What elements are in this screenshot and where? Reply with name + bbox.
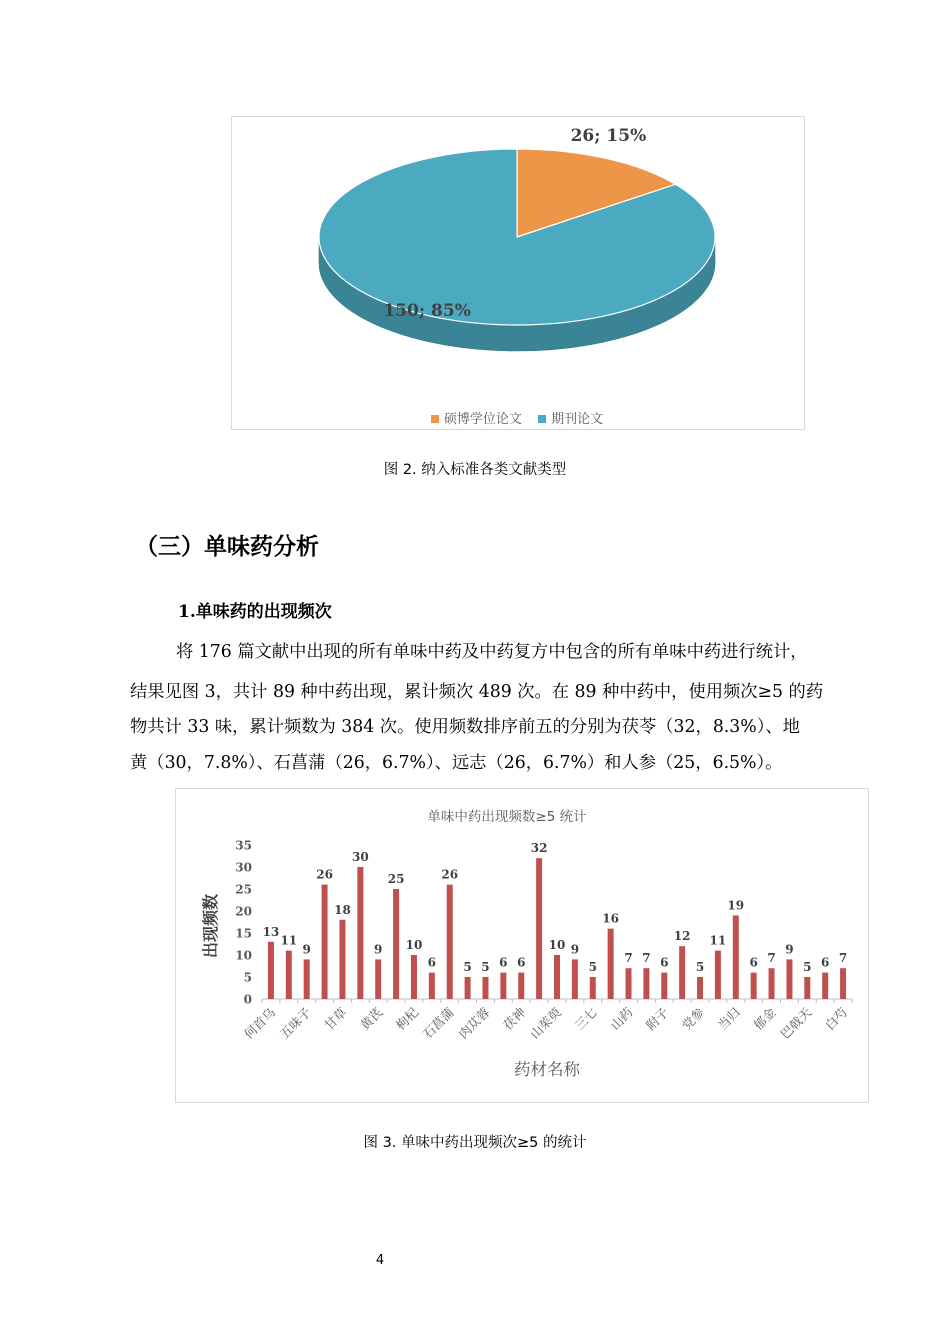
bar-19: [608, 929, 614, 999]
bar-12: [482, 977, 488, 999]
x-category-label-4: 枸杞: [392, 1004, 422, 1033]
bar-0: [268, 942, 274, 999]
bar-26: [733, 915, 739, 999]
x-category-label-2: 甘草: [321, 1004, 350, 1033]
bar-chart-title: 单味中药出现频数≥5 统计: [427, 809, 587, 825]
y-tick-label-3: 15: [235, 926, 252, 941]
bar-14: [518, 973, 524, 999]
bar-value-label-22: 6: [660, 955, 669, 970]
paragraph-line-1: 将 176 篇文献中出现的所有单味中药及中药复方中包含的所有单味中药进行统计，: [176, 642, 808, 662]
pie-chart-frame: [231, 116, 805, 430]
pie-data-label-0: 26; 15%: [570, 126, 647, 146]
y-tick-label-5: 25: [235, 882, 252, 897]
bar-30: [804, 977, 810, 999]
bar-value-label-9: 6: [427, 955, 437, 970]
x-category-label-1: 五味子: [276, 1004, 314, 1042]
bar-29: [786, 959, 792, 999]
bar-24: [697, 977, 703, 999]
bar-value-label-3: 26: [316, 867, 333, 882]
bar-value-label-16: 10: [548, 938, 566, 952]
pie-legend: [231, 408, 803, 427]
section-title: （三）单味药分析: [135, 534, 319, 560]
bar-value-label-5: 30: [351, 850, 369, 864]
legend-item-thesis: [431, 412, 522, 427]
bar-value-label-32: 7: [838, 951, 848, 966]
bar-value-label-1: 11: [280, 933, 298, 948]
bar-1: [286, 951, 292, 999]
bar-value-label-18: 5: [588, 960, 597, 974]
legend-swatch-journal: [538, 415, 546, 423]
bar-25: [715, 951, 721, 999]
bar-16: [554, 955, 560, 999]
bar-value-label-30: 5: [803, 960, 812, 974]
bar-8: [411, 955, 417, 999]
bar-17: [572, 959, 578, 999]
y-tick-label-2: 10: [235, 948, 252, 963]
y-tick-label-1: 5: [243, 970, 252, 985]
bar-11: [465, 977, 471, 999]
paragraph-line-3: 物共计 33 味，累计频数为 384 次。使用频数排序前五的分别为茯苓（32，8.3%）、地: [130, 717, 800, 737]
bar-value-label-27: 6: [749, 955, 758, 970]
x-category-label-16: 白芍: [821, 1004, 851, 1033]
subsection-title: 1.单味药的出现频次: [178, 602, 332, 622]
legend-item-journal: [538, 412, 603, 427]
bar-value-label-10: 26: [441, 867, 459, 882]
bar-value-label-13: 6: [499, 955, 508, 970]
bar-21: [643, 968, 649, 999]
x-category-label-6: 肉苁蓉: [455, 1004, 493, 1042]
bar-5: [357, 867, 363, 999]
bar-7: [393, 889, 399, 999]
pie-chart: [232, 117, 804, 429]
bar-value-label-24: 5: [695, 960, 705, 974]
bar-13: [500, 973, 506, 999]
bar-value-label-6: 9: [374, 942, 383, 957]
figure-3-caption: 图 3. 单味中药出现频次≥5 的统计: [363, 1135, 587, 1151]
y-tick-label-7: 35: [235, 838, 252, 853]
bar-10: [447, 885, 453, 999]
paragraph-line-4: 黄（30，7.8%）、石菖蒲（26，6.7%）、远志（26，6.7%）和人参（25，6.5%）。: [130, 753, 783, 773]
y-tick-label-6: 30: [235, 860, 252, 875]
x-category-label-15: 巴戟天: [777, 1004, 815, 1042]
bar-6: [375, 959, 381, 999]
x-category-label-8: 山茱萸: [526, 1004, 565, 1042]
figure-2-caption: 图 2. 纳入标准各类文献类型: [383, 462, 567, 478]
legend-label-thesis: 硕博学位论文: [443, 412, 522, 427]
bar-3: [322, 885, 328, 999]
y-tick-label-0: 0: [243, 992, 252, 1007]
bar-9: [429, 973, 435, 999]
bar-22: [661, 973, 667, 999]
bar-4: [339, 920, 345, 999]
x-category-label-0: 何首乌: [240, 1004, 279, 1042]
bar-2: [304, 959, 310, 999]
bar-value-label-21: 7: [642, 951, 651, 966]
bar-value-label-25: 11: [709, 933, 727, 948]
bar-value-label-7: 25: [387, 872, 405, 886]
bar-32: [840, 968, 846, 999]
bar-value-label-11: 5: [463, 960, 472, 974]
x-category-label-9: 三七: [571, 1004, 600, 1033]
bar-18: [590, 977, 596, 999]
bar-value-label-19: 16: [602, 911, 619, 926]
bar-27: [751, 973, 757, 999]
bar-20: [626, 968, 632, 999]
bar-15: [536, 858, 542, 999]
legend-label-journal: 期刊论文: [551, 412, 604, 427]
bar-value-label-28: 7: [767, 951, 776, 966]
bar-value-label-15: 32: [530, 841, 548, 856]
x-category-label-7: 茯神: [500, 1004, 529, 1033]
bar-value-label-29: 9: [785, 942, 794, 957]
bar-23: [679, 946, 685, 999]
x-category-label-11: 附子: [643, 1004, 672, 1033]
bar-value-label-2: 9: [302, 942, 311, 957]
bar-value-label-12: 5: [481, 960, 490, 974]
x-category-label-13: 当归: [714, 1004, 743, 1033]
x-category-label-14: 郁金: [750, 1004, 779, 1033]
bar-value-label-8: 10: [405, 938, 423, 952]
bar-chart-frame: [175, 788, 869, 1103]
bar-value-label-20: 7: [624, 951, 633, 966]
legend-swatch-thesis: [431, 415, 439, 423]
y-axis-label: 出现频数: [201, 893, 220, 959]
bar-chart: [176, 789, 868, 1102]
bar-value-label-31: 6: [821, 955, 830, 970]
page-number: 4: [375, 1253, 385, 1268]
x-category-label-12: 党参: [678, 1004, 708, 1033]
x-category-label-3: 黄芪: [357, 1004, 386, 1033]
bar-value-label-0: 13: [262, 924, 280, 939]
bar-value-label-4: 18: [334, 902, 351, 917]
x-category-label-10: 山药: [607, 1004, 636, 1033]
paragraph-line-2: 结果见图 3，共计 89 种中药出现，累计频次 489 次。在 89 种中药中，使用频次≥5 的药: [130, 682, 824, 702]
y-tick-label-4: 20: [235, 904, 252, 919]
x-axis-label: 药材名称: [514, 1060, 580, 1079]
x-category-label-5: 石菖蒲: [419, 1004, 457, 1042]
bar-28: [769, 968, 775, 999]
bar-31: [822, 973, 828, 999]
bar-value-label-17: 9: [570, 942, 580, 957]
bar-value-label-23: 12: [673, 929, 691, 944]
bar-value-label-14: 6: [517, 955, 526, 970]
bar-value-label-26: 19: [727, 898, 745, 913]
pie-data-label-1: 150; 85%: [383, 301, 471, 322]
